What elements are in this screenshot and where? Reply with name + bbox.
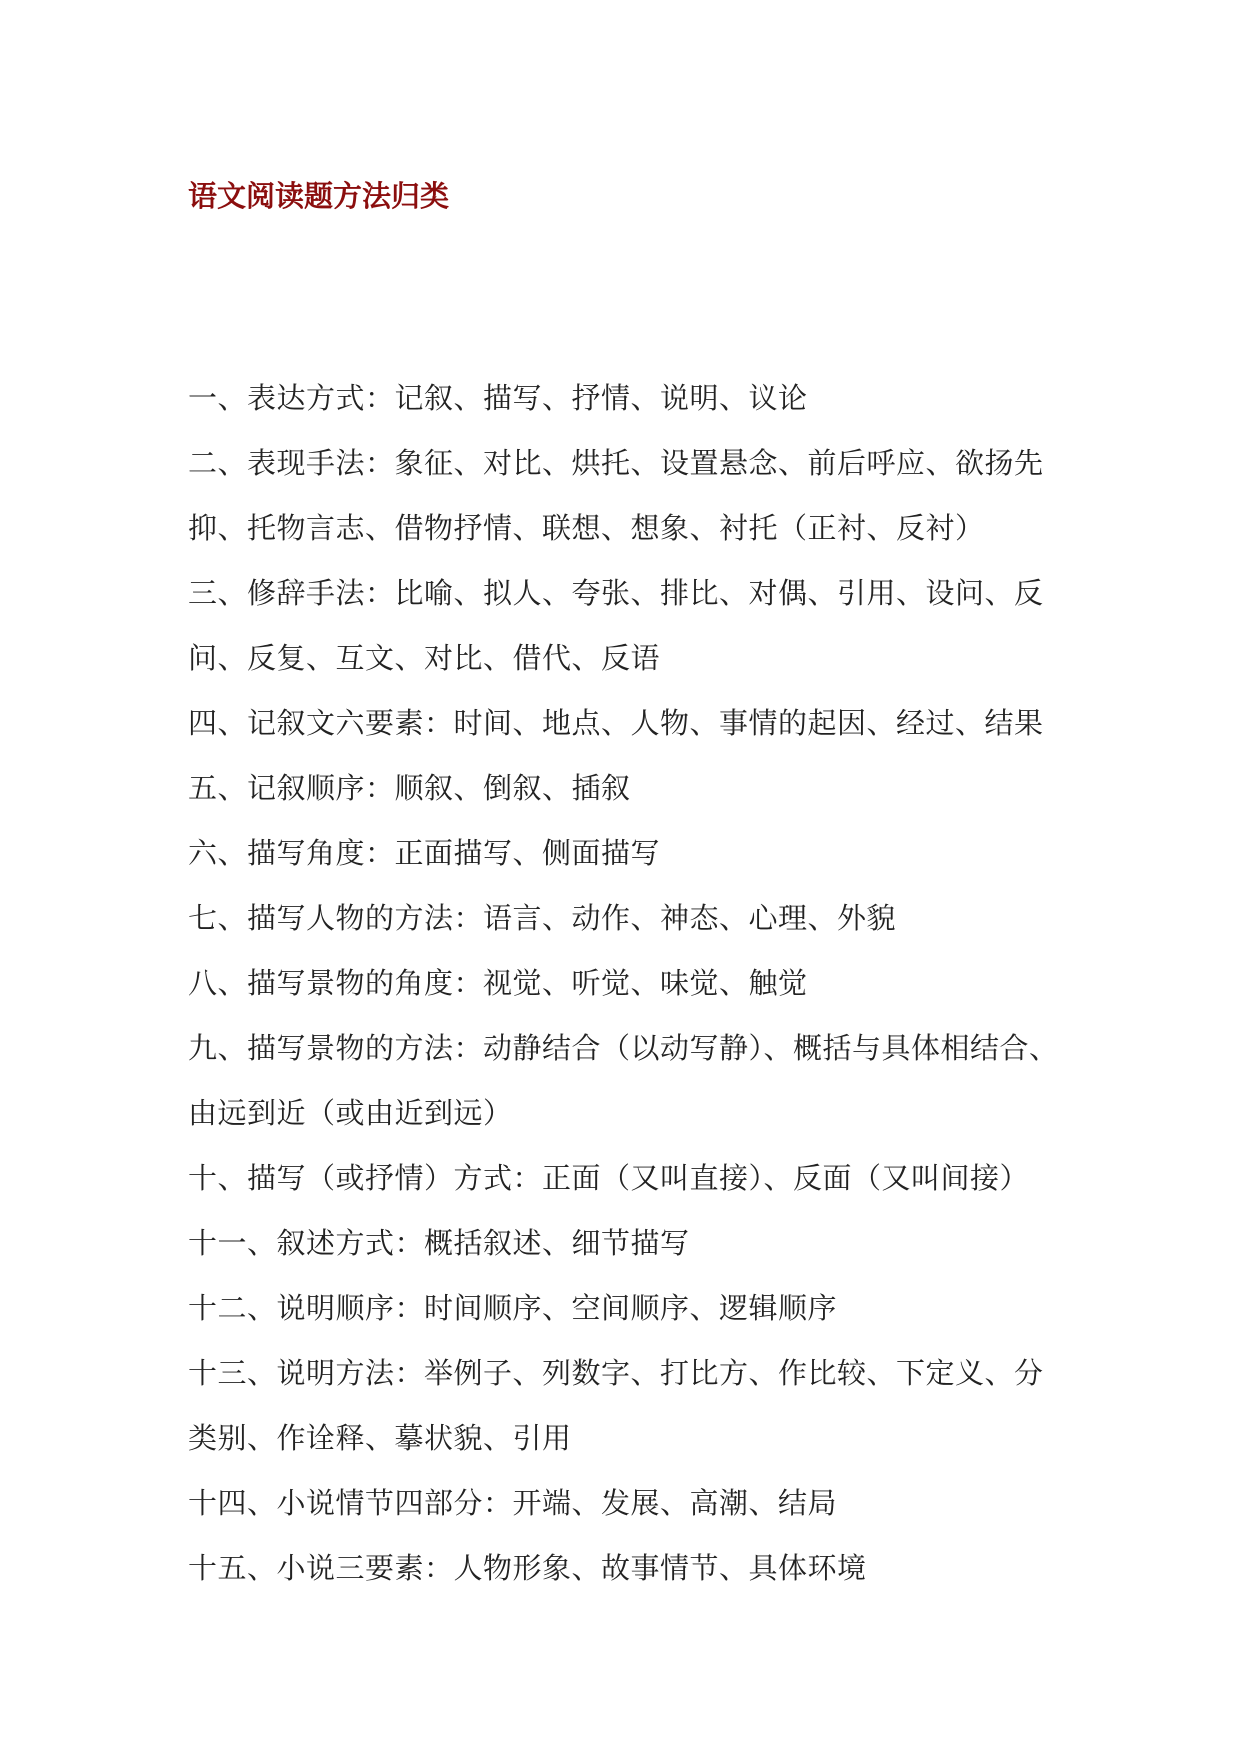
text-line: 四、记叙文六要素：时间、地点、人物、事情的起因、经过、结果 [188, 706, 1044, 740]
text-line: 抑、托物言志、借物抒情、联想、想象、衬托（正衬、反衬） [188, 511, 985, 545]
text-line: 十三、说明方法：举例子、列数字、打比方、作比较、下定义、分 [188, 1356, 1044, 1390]
document-body [188, 366, 1068, 1601]
text-line: 九、描写景物的方法：动静结合（以动写静）、概括与具体相结合、 [188, 1031, 1059, 1065]
text-line: 三、修辞手法：比喻、拟人、夸张、排比、对偶、引用、设问、反 [188, 576, 1044, 610]
text-line: 二、表现手法：象征、对比、烘托、设置悬念、前后呼应、欲扬先 [188, 446, 1044, 480]
text-line: 十、描写（或抒情）方式：正面（又叫直接）、反面（又叫间接） [188, 1161, 1030, 1195]
text-line: 十二、说明顺序：时间顺序、空间顺序、逻辑顺序 [188, 1291, 838, 1325]
text-line: 五、记叙顺序：顺叙、倒叙、插叙 [188, 771, 631, 805]
text-line: 六、描写角度：正面描写、侧面描写 [188, 836, 661, 870]
text-line: 十五、小说三要素：人物形象、故事情节、具体环境 [188, 1551, 867, 1585]
text-line: 问、反复、互文、对比、借代、反语 [188, 641, 661, 675]
text-line: 十四、小说情节四部分：开端、发展、高潮、结局 [188, 1486, 838, 1520]
text-line: 十一、叙述方式：概括叙述、细节描写 [188, 1226, 690, 1260]
text-line: 八、描写景物的角度：视觉、听觉、味觉、触觉 [188, 966, 808, 1000]
document-title: 语文阅读题方法归类 [188, 179, 450, 213]
text-line: 类别、作诠释、摹状貌、引用 [188, 1421, 572, 1455]
text-line: 一、表达方式：记叙、描写、抒情、说明、议论 [188, 381, 808, 415]
text-line: 由远到近（或由近到远） [188, 1096, 513, 1130]
text-line: 七、描写人物的方法：语言、动作、神态、心理、外貌 [188, 901, 897, 935]
